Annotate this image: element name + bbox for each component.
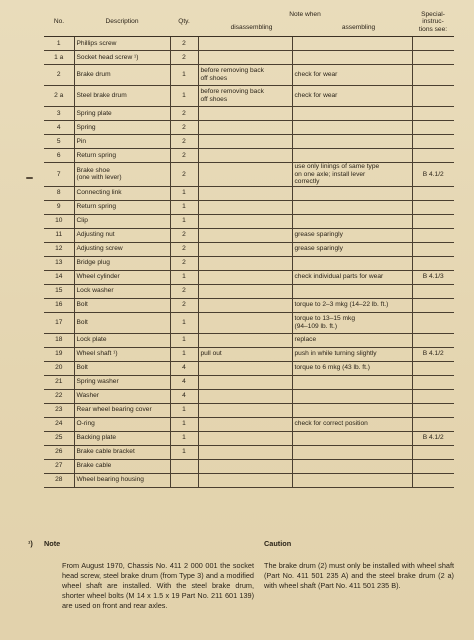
cell-qty: 1 — [170, 403, 198, 417]
cell-no: 19 — [44, 347, 74, 361]
cell-disassembling — [198, 228, 292, 242]
parts-table — [44, 8, 454, 488]
cell-description — [74, 445, 170, 459]
table-body — [44, 37, 454, 488]
cell-description — [74, 86, 170, 107]
cell-description — [74, 149, 170, 163]
table-row — [44, 284, 454, 298]
assembling-line: torque to 13–15 mkg — [294, 315, 355, 323]
table-row — [44, 163, 454, 187]
header-special-line: instruc- — [422, 18, 444, 26]
description-line: Wheel bearing housing — [76, 476, 144, 484]
cell-qty: 2 — [170, 298, 198, 312]
cell-special-instructions — [412, 403, 454, 417]
cell-description — [74, 333, 170, 347]
table-row — [44, 473, 454, 487]
disassembling-line: before removing back — [200, 67, 264, 75]
cell-description — [74, 270, 170, 284]
cell-assembling — [292, 361, 412, 375]
assembling-line: correctly — [294, 178, 320, 186]
cell-disassembling — [198, 347, 292, 361]
cell-description — [74, 121, 170, 135]
cell-qty: 2 — [170, 284, 198, 298]
cell-disassembling — [198, 149, 292, 163]
description-line: Bolt — [76, 318, 88, 326]
cell-assembling — [292, 149, 412, 163]
cell-assembling — [292, 431, 412, 445]
table-row — [44, 361, 454, 375]
cell-qty: 1 — [170, 65, 198, 86]
table-header-row — [44, 8, 454, 37]
cell-special-instructions — [412, 200, 454, 214]
footnote-text: From August 1970, Chassis No. 411 2 000 001 the socket head screw, steel brake drum (from Type 3) and a modified wheel shaft are installed. With the steel brake drum, shorter wheel bolts (M 14 x 1.5 x 19 Part No. 211 601 139) are used on front and rear axles. — [62, 561, 254, 611]
table-row — [44, 135, 454, 149]
cell-qty: 1 — [170, 186, 198, 200]
table-row — [44, 214, 454, 228]
cell-disassembling — [198, 242, 292, 256]
table-row — [44, 242, 454, 256]
cell-no: 2 — [44, 65, 74, 86]
disassembling-line: pull out — [200, 350, 222, 358]
table-row — [44, 121, 454, 135]
description-line: Brake drum — [76, 71, 111, 79]
caution-heading: Caution — [264, 539, 292, 548]
assembling-line: check for wear — [294, 92, 338, 100]
header-special-instructions — [412, 8, 454, 37]
cell-qty: 1 — [170, 417, 198, 431]
description-line: Phillips screw — [76, 39, 117, 47]
cell-no: 5 — [44, 135, 74, 149]
cell-qty: 2 — [170, 228, 198, 242]
cell-special-instructions — [412, 389, 454, 403]
cell-qty: 2 — [170, 135, 198, 149]
cell-assembling — [292, 214, 412, 228]
cell-special-instructions — [412, 51, 454, 65]
cell-description — [74, 214, 170, 228]
cell-no: 10 — [44, 214, 74, 228]
assembling-line: on one axle; install lever — [294, 170, 366, 178]
cell-special-instructions — [412, 186, 454, 200]
cell-no: 7 — [44, 163, 74, 187]
cell-description — [74, 256, 170, 270]
cell-special-instructions: B 4.1/2 — [412, 163, 454, 187]
table-row — [44, 333, 454, 347]
cell-description — [74, 65, 170, 86]
cell-no: 13 — [44, 256, 74, 270]
table-row — [44, 200, 454, 214]
cell-assembling — [292, 86, 412, 107]
cell-no: 4 — [44, 121, 74, 135]
cell-disassembling — [198, 431, 292, 445]
cell-qty: 2 — [170, 107, 198, 121]
cell-special-instructions — [412, 242, 454, 256]
cell-description — [74, 228, 170, 242]
description-line: Adjusting nut — [76, 231, 115, 239]
cell-special-instructions — [412, 256, 454, 270]
cell-special-instructions — [412, 65, 454, 86]
cell-no: 21 — [44, 375, 74, 389]
cell-disassembling — [198, 86, 292, 107]
cell-disassembling — [198, 375, 292, 389]
cell-assembling — [292, 163, 412, 187]
cell-disassembling — [198, 121, 292, 135]
table-row — [44, 228, 454, 242]
cell-assembling — [292, 403, 412, 417]
disassembling-line: before removing back — [200, 88, 264, 96]
cell-disassembling — [198, 459, 292, 473]
description-line: Spring plate — [76, 109, 112, 117]
cell-disassembling — [198, 163, 292, 187]
cell-qty: 1 — [170, 431, 198, 445]
cell-assembling — [292, 135, 412, 149]
cell-assembling — [292, 347, 412, 361]
cell-special-instructions — [412, 445, 454, 459]
cell-special-instructions — [412, 298, 454, 312]
description-line: Lock washer — [76, 287, 114, 295]
cell-qty: 2 — [170, 163, 198, 187]
cell-special-instructions — [412, 361, 454, 375]
cell-no: 1 a — [44, 51, 74, 65]
table-row — [44, 149, 454, 163]
cell-qty: 2 — [170, 149, 198, 163]
cell-no: 9 — [44, 200, 74, 214]
cell-assembling — [292, 445, 412, 459]
cell-special-instructions — [412, 228, 454, 242]
cell-no: 11 — [44, 228, 74, 242]
cell-disassembling — [198, 65, 292, 86]
description-line: Bolt — [76, 364, 88, 372]
description-line: Wheel shaft ¹) — [76, 350, 118, 358]
description-line: Brake cable bracket — [76, 448, 135, 456]
description-line: Spring — [76, 123, 96, 131]
cell-no: 2 a — [44, 86, 74, 107]
table-row — [44, 107, 454, 121]
table-row — [44, 270, 454, 284]
cell-assembling — [292, 51, 412, 65]
disassembling-line: off shoes — [200, 75, 228, 82]
cell-qty: 2 — [170, 121, 198, 135]
header-special-line: Special- — [421, 10, 445, 18]
assembling-line: check for correct position — [294, 420, 368, 428]
footnote-heading: Note — [44, 539, 61, 548]
cell-assembling — [292, 312, 412, 333]
cell-qty: 1 — [170, 270, 198, 284]
cell-description — [74, 375, 170, 389]
cell-assembling — [292, 389, 412, 403]
cell-qty: 1 — [170, 214, 198, 228]
cell-description — [74, 361, 170, 375]
cell-description — [74, 459, 170, 473]
cell-no: 24 — [44, 417, 74, 431]
description-line: Steel brake drum — [76, 92, 127, 100]
cell-assembling — [292, 459, 412, 473]
cell-assembling — [292, 200, 412, 214]
cell-description — [74, 163, 170, 187]
header-note-title: Note when — [289, 11, 321, 18]
cell-disassembling — [198, 186, 292, 200]
cell-no: 18 — [44, 333, 74, 347]
header-qty: Qty. — [170, 8, 198, 37]
assembling-line: check for wear — [294, 71, 338, 79]
table-row — [44, 417, 454, 431]
description-line: Brake shoe — [76, 166, 110, 174]
cell-assembling — [292, 284, 412, 298]
table-row — [44, 375, 454, 389]
description-line: Spring washer — [76, 378, 119, 386]
cell-special-instructions — [412, 417, 454, 431]
footnote-mark: ¹) — [28, 539, 33, 548]
cell-disassembling — [198, 214, 292, 228]
cell-assembling — [292, 375, 412, 389]
cell-disassembling — [198, 312, 292, 333]
cell-disassembling — [198, 256, 292, 270]
cell-disassembling — [198, 135, 292, 149]
cell-disassembling — [198, 51, 292, 65]
cell-description — [74, 389, 170, 403]
cell-special-instructions: B 4.1/3 — [412, 270, 454, 284]
assembling-line: replace — [294, 336, 317, 344]
cell-no: 23 — [44, 403, 74, 417]
header-description: Description — [74, 8, 170, 37]
cell-qty: 1 — [170, 312, 198, 333]
cell-special-instructions — [412, 37, 454, 51]
cell-qty: 2 — [170, 51, 198, 65]
cell-disassembling — [198, 473, 292, 487]
description-line: Return spring — [76, 151, 117, 159]
cell-special-instructions — [412, 214, 454, 228]
cell-disassembling — [198, 389, 292, 403]
description-line: Pin — [76, 137, 87, 145]
cell-special-instructions — [412, 121, 454, 135]
cell-special-instructions — [412, 149, 454, 163]
cell-no: 26 — [44, 445, 74, 459]
cell-assembling — [292, 65, 412, 86]
cell-special-instructions — [412, 86, 454, 107]
description-line: Return spring — [76, 203, 117, 211]
cell-disassembling — [198, 270, 292, 284]
cell-no: 25 — [44, 431, 74, 445]
cell-assembling — [292, 270, 412, 284]
cell-no: 8 — [44, 186, 74, 200]
cell-assembling — [292, 228, 412, 242]
description-line: Socket head screw ¹) — [76, 53, 139, 61]
cell-qty: 2 — [170, 256, 198, 270]
table-row — [44, 256, 454, 270]
assembling-line: check individual parts for wear — [294, 273, 384, 281]
cell-no: 6 — [44, 149, 74, 163]
cell-disassembling — [198, 361, 292, 375]
cell-description — [74, 312, 170, 333]
cell-no: 16 — [44, 298, 74, 312]
cell-disassembling — [198, 333, 292, 347]
table-row — [44, 389, 454, 403]
description-line: Bolt — [76, 301, 88, 309]
table-row — [44, 86, 454, 107]
description-line: Clip — [76, 217, 88, 225]
cell-no: 3 — [44, 107, 74, 121]
cell-no: 12 — [44, 242, 74, 256]
cell-description — [74, 186, 170, 200]
cell-assembling — [292, 37, 412, 51]
header-no: No. — [44, 8, 74, 37]
table-row — [44, 431, 454, 445]
table-row — [44, 65, 454, 86]
cell-description — [74, 473, 170, 487]
cell-description — [74, 200, 170, 214]
disassembling-line: off shoes — [200, 96, 228, 103]
header-disassembling: disassembling — [230, 24, 273, 32]
cell-no: 1 — [44, 37, 74, 51]
cell-special-instructions — [412, 312, 454, 333]
cell-special-instructions — [412, 375, 454, 389]
description-line: Bridge plug — [76, 259, 110, 267]
cell-description — [74, 403, 170, 417]
cell-disassembling — [198, 107, 292, 121]
description-line: (one with lever) — [76, 174, 122, 182]
cell-no: 20 — [44, 361, 74, 375]
cell-no: 14 — [44, 270, 74, 284]
cell-qty: 1 — [170, 333, 198, 347]
cell-assembling — [292, 186, 412, 200]
cell-description — [74, 417, 170, 431]
caution-text: The brake drum (2) must only be installed with wheel shaft (Part No. 411 501 235 A) and the steel brake drum (2 a) with wheel shaft (Part No. 411 501 235 B). — [264, 561, 454, 591]
table-row — [44, 298, 454, 312]
cell-assembling — [292, 256, 412, 270]
cell-special-instructions: B 4.1/2 — [412, 431, 454, 445]
cell-qty: 1 — [170, 445, 198, 459]
description-line: Rear wheel bearing cover — [76, 406, 152, 414]
cell-no: 17 — [44, 312, 74, 333]
cell-qty: 1 — [170, 86, 198, 107]
cell-disassembling — [198, 417, 292, 431]
header-special-line: tions see: — [418, 25, 448, 33]
cell-description — [74, 37, 170, 51]
description-line: Lock plate — [76, 336, 107, 344]
table-row — [44, 347, 454, 361]
cell-special-instructions — [412, 333, 454, 347]
cell-disassembling — [198, 298, 292, 312]
cell-special-instructions — [412, 135, 454, 149]
table-row — [44, 37, 454, 51]
table-row — [44, 51, 454, 65]
cell-special-instructions — [412, 284, 454, 298]
cell-no: 28 — [44, 473, 74, 487]
table-row — [44, 312, 454, 333]
assembling-line: torque to 6 mkg (43 lb. ft.) — [294, 364, 370, 372]
cell-disassembling — [198, 403, 292, 417]
description-line: Adjusting screw — [76, 245, 123, 253]
cell-description — [74, 284, 170, 298]
cell-disassembling — [198, 445, 292, 459]
cell-qty: 1 — [170, 200, 198, 214]
cell-qty: 4 — [170, 361, 198, 375]
cell-special-instructions — [412, 459, 454, 473]
cell-qty: 2 — [170, 37, 198, 51]
cell-disassembling — [198, 200, 292, 214]
cell-qty: 4 — [170, 375, 198, 389]
header-assembling: assembling — [341, 24, 376, 32]
cell-special-instructions — [412, 473, 454, 487]
header-note-when — [198, 8, 412, 37]
table-row — [44, 445, 454, 459]
table-row — [44, 459, 454, 473]
cell-description — [74, 107, 170, 121]
description-line: O-ring — [76, 420, 95, 428]
cell-qty: 1 — [170, 347, 198, 361]
cell-no: 27 — [44, 459, 74, 473]
cell-qty: 2 — [170, 242, 198, 256]
cell-assembling — [292, 473, 412, 487]
cell-description — [74, 242, 170, 256]
assembling-line: (94–109 lb. ft.) — [294, 322, 338, 330]
margin-mark — [26, 177, 33, 179]
cell-special-instructions: B 4.1/2 — [412, 347, 454, 361]
cell-special-instructions — [412, 107, 454, 121]
description-line: Washer — [76, 392, 99, 400]
assembling-line: grease sparingly — [294, 231, 343, 239]
cell-assembling — [292, 242, 412, 256]
cell-assembling — [292, 333, 412, 347]
cell-description — [74, 347, 170, 361]
assembling-line: grease sparingly — [294, 245, 343, 253]
cell-qty — [170, 473, 198, 487]
cell-qty: 4 — [170, 389, 198, 403]
description-line: Backing plate — [76, 434, 117, 442]
cell-no: 15 — [44, 284, 74, 298]
description-line: Wheel cylinder — [76, 273, 120, 281]
table-row — [44, 186, 454, 200]
cell-no: 22 — [44, 389, 74, 403]
assembling-line: push in while turning slightly — [294, 350, 377, 358]
description-line: Connecting link — [76, 189, 122, 197]
cell-description — [74, 135, 170, 149]
assembling-line: use only linings of same type — [294, 163, 380, 170]
cell-description — [74, 51, 170, 65]
cell-assembling — [292, 107, 412, 121]
table-row — [44, 403, 454, 417]
cell-disassembling — [198, 37, 292, 51]
assembling-line: torque to 2–3 mkg (14–22 lb. ft.) — [294, 301, 389, 309]
cell-assembling — [292, 298, 412, 312]
cell-assembling — [292, 417, 412, 431]
cell-description — [74, 298, 170, 312]
cell-qty — [170, 459, 198, 473]
cell-description — [74, 431, 170, 445]
description-line: Brake cable — [76, 462, 112, 470]
cell-disassembling — [198, 284, 292, 298]
cell-assembling — [292, 121, 412, 135]
